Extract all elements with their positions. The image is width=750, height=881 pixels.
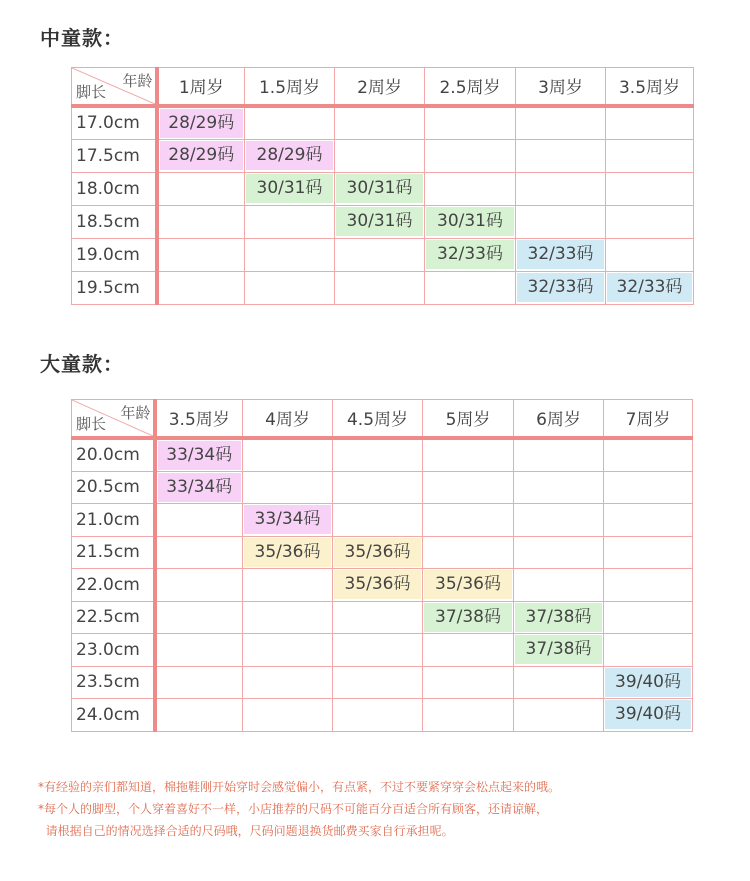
size-cell xyxy=(604,666,693,699)
size-cell xyxy=(243,438,333,472)
foot-length-cell: 22.5cm xyxy=(72,601,155,634)
size-cell xyxy=(243,634,333,667)
size-cell xyxy=(155,504,243,537)
header-row xyxy=(72,68,694,106)
size-cell xyxy=(514,699,604,732)
size-cell xyxy=(155,569,243,602)
table-row xyxy=(72,699,693,732)
corner-cell xyxy=(72,400,155,438)
size-cell xyxy=(245,238,335,271)
shoe-size-value: 28/29码 xyxy=(160,109,244,138)
size-cell xyxy=(423,504,514,537)
foot-length-cell: 18.5cm xyxy=(72,205,157,238)
size-cell xyxy=(514,569,604,602)
shoe-size-value: 30/31码 xyxy=(336,174,423,203)
foot-length-cell: 20.5cm xyxy=(72,471,155,504)
size-cell xyxy=(423,471,514,504)
shoe-size-value: 35/36码 xyxy=(334,538,421,567)
shoe-size-value: 32/33码 xyxy=(426,240,514,269)
foot-length-cell: 19.5cm xyxy=(72,271,157,304)
size-cell xyxy=(425,205,516,238)
shoe-size-value: 35/36码 xyxy=(244,538,331,567)
size-cell xyxy=(425,271,516,304)
size-cell xyxy=(243,601,333,634)
size-cell xyxy=(333,438,423,472)
shoe-size-value: 35/36码 xyxy=(424,570,512,599)
shoe-size-value: 33/34码 xyxy=(158,441,242,470)
size-cell xyxy=(333,699,423,732)
table-row xyxy=(72,536,693,569)
size-cell xyxy=(606,106,694,140)
size-cell xyxy=(514,504,604,537)
size-cell xyxy=(423,666,514,699)
size-cell xyxy=(245,139,335,172)
size-cell xyxy=(423,438,514,472)
table-row xyxy=(72,634,693,667)
corner-age-label: 年龄 xyxy=(122,72,153,90)
shoe-size-value: 28/29码 xyxy=(160,141,244,170)
note-line: 请根据自己的情况选择合适的尺码哦，尺码问题退换货邮费买家自行承担呢。 xyxy=(38,824,454,838)
shoe-size-value: 30/31码 xyxy=(336,207,423,236)
size-cell xyxy=(516,205,606,238)
size-cell xyxy=(335,172,425,205)
corner-cell xyxy=(72,68,157,106)
table-row xyxy=(72,601,693,634)
column-header: 2周岁 xyxy=(335,68,425,106)
foot-length-cell: 17.0cm xyxy=(72,106,157,140)
table-row xyxy=(72,471,693,504)
column-header: 4周岁 xyxy=(243,400,333,438)
column-header: 5周岁 xyxy=(423,400,514,438)
foot-length-cell: 20.0cm xyxy=(72,438,155,472)
table-row xyxy=(72,438,693,472)
size-cell xyxy=(335,238,425,271)
column-header: 7周岁 xyxy=(604,400,693,438)
shoe-size-value: 30/31码 xyxy=(426,207,514,236)
shoe-size-value: 35/36码 xyxy=(334,570,421,599)
size-cell xyxy=(243,666,333,699)
size-cell xyxy=(516,139,606,172)
size-cell xyxy=(514,634,604,667)
shoe-size-value: 32/33码 xyxy=(517,240,604,269)
size-cell xyxy=(157,238,245,271)
size-cell xyxy=(243,504,333,537)
size-cell xyxy=(604,634,693,667)
size-cell xyxy=(333,536,423,569)
table-row xyxy=(72,106,694,140)
foot-length-cell: 19.0cm xyxy=(72,238,157,271)
size-cell xyxy=(155,438,243,472)
column-header: 1周岁 xyxy=(157,68,245,106)
size-cell xyxy=(157,172,245,205)
table-row xyxy=(72,569,693,602)
size-cell xyxy=(606,172,694,205)
size-cell xyxy=(425,139,516,172)
size-cell xyxy=(243,569,333,602)
size-cell xyxy=(335,271,425,304)
size-cell xyxy=(604,536,693,569)
foot-length-cell: 22.0cm xyxy=(72,569,155,602)
table-row xyxy=(72,271,694,304)
column-header: 1.5周岁 xyxy=(245,68,335,106)
size-cell xyxy=(245,172,335,205)
table-row xyxy=(72,139,694,172)
size-cell xyxy=(516,106,606,140)
section-title-mid: 中童款： xyxy=(40,26,124,50)
size-cell xyxy=(423,699,514,732)
size-cell xyxy=(155,536,243,569)
size-cell xyxy=(157,271,245,304)
size-cell xyxy=(606,238,694,271)
shoe-size-value: 30/31码 xyxy=(246,174,333,203)
shoe-size-value: 32/33码 xyxy=(607,273,692,302)
table-row xyxy=(72,666,693,699)
column-header: 4.5周岁 xyxy=(333,400,423,438)
size-cell xyxy=(155,601,243,634)
size-cell xyxy=(604,438,693,472)
size-cell xyxy=(423,634,514,667)
column-header: 6周岁 xyxy=(514,400,604,438)
size-table-mid xyxy=(71,67,694,305)
shoe-size-value: 39/40码 xyxy=(605,700,691,729)
size-cell xyxy=(245,106,335,140)
size-cell xyxy=(245,205,335,238)
table-row xyxy=(72,205,694,238)
size-cell xyxy=(243,699,333,732)
foot-length-cell: 23.5cm xyxy=(72,666,155,699)
column-header: 3周岁 xyxy=(516,68,606,106)
shoe-size-value: 33/34码 xyxy=(158,473,242,502)
size-cell xyxy=(423,536,514,569)
size-cell xyxy=(333,634,423,667)
note-line: *有经验的亲们都知道，棉拖鞋刚开始穿时会感觉偏小，有点紧，不过不要紧穿穿会松点起来的哦。 xyxy=(38,780,561,794)
foot-length-cell: 24.0cm xyxy=(72,699,155,732)
size-cell xyxy=(157,205,245,238)
shoe-size-value: 32/33码 xyxy=(517,273,604,302)
corner-foot-label: 脚长 xyxy=(76,414,107,433)
foot-length-cell: 21.5cm xyxy=(72,536,155,569)
shoe-size-value: 33/34码 xyxy=(244,505,331,534)
size-cell xyxy=(514,666,604,699)
size-cell xyxy=(514,438,604,472)
size-cell xyxy=(425,106,516,140)
size-cell xyxy=(423,569,514,602)
shoe-size-value: 37/38码 xyxy=(515,635,602,664)
size-cell xyxy=(606,205,694,238)
size-cell xyxy=(157,106,245,140)
column-header: 2.5周岁 xyxy=(425,68,516,106)
size-cell xyxy=(604,471,693,504)
size-cell xyxy=(155,699,243,732)
size-cell xyxy=(243,471,333,504)
shoe-size-value: 37/38码 xyxy=(515,603,602,632)
size-cell xyxy=(604,601,693,634)
shoe-size-value: 28/29码 xyxy=(246,141,333,170)
size-cell xyxy=(604,569,693,602)
size-cell xyxy=(155,666,243,699)
table-row xyxy=(72,238,694,271)
shoe-size-value: 39/40码 xyxy=(605,668,691,697)
size-cell xyxy=(514,471,604,504)
size-cell xyxy=(514,536,604,569)
note-line: *每个人的脚型，个人穿着喜好不一样，小店推荐的尺码不可能百分百适合所有顾客，还请谅解， xyxy=(38,802,549,816)
size-cell xyxy=(243,536,333,569)
foot-length-cell: 21.0cm xyxy=(72,504,155,537)
column-header: 3.5周岁 xyxy=(606,68,694,106)
size-cell xyxy=(423,601,514,634)
size-cell xyxy=(604,504,693,537)
foot-length-cell: 23.0cm xyxy=(72,634,155,667)
header-row xyxy=(72,400,693,438)
size-cell xyxy=(245,271,335,304)
size-cell xyxy=(516,238,606,271)
table-row xyxy=(72,504,693,537)
corner-age-label: 年龄 xyxy=(120,404,151,422)
size-table-big xyxy=(71,399,693,732)
size-cell xyxy=(333,601,423,634)
size-cell xyxy=(335,139,425,172)
size-cell xyxy=(514,601,604,634)
size-cell xyxy=(604,699,693,732)
size-cell xyxy=(155,634,243,667)
size-cell xyxy=(425,172,516,205)
size-cell xyxy=(333,666,423,699)
size-cell xyxy=(335,205,425,238)
size-cell xyxy=(333,569,423,602)
foot-length-cell: 17.5cm xyxy=(72,139,157,172)
size-cell xyxy=(157,139,245,172)
table-row xyxy=(72,172,694,205)
column-header: 3.5周岁 xyxy=(155,400,243,438)
size-cell xyxy=(333,471,423,504)
corner-foot-label: 脚长 xyxy=(76,82,107,101)
section-title-big: 大童款： xyxy=(40,352,124,376)
size-cell xyxy=(516,172,606,205)
size-cell xyxy=(335,106,425,140)
size-cell xyxy=(516,271,606,304)
size-cell xyxy=(155,471,243,504)
shoe-size-value: 37/38码 xyxy=(424,603,512,632)
size-cell xyxy=(606,139,694,172)
size-cell xyxy=(333,504,423,537)
size-cell xyxy=(425,238,516,271)
notes xyxy=(38,776,560,842)
size-cell xyxy=(606,271,694,304)
foot-length-cell: 18.0cm xyxy=(72,172,157,205)
